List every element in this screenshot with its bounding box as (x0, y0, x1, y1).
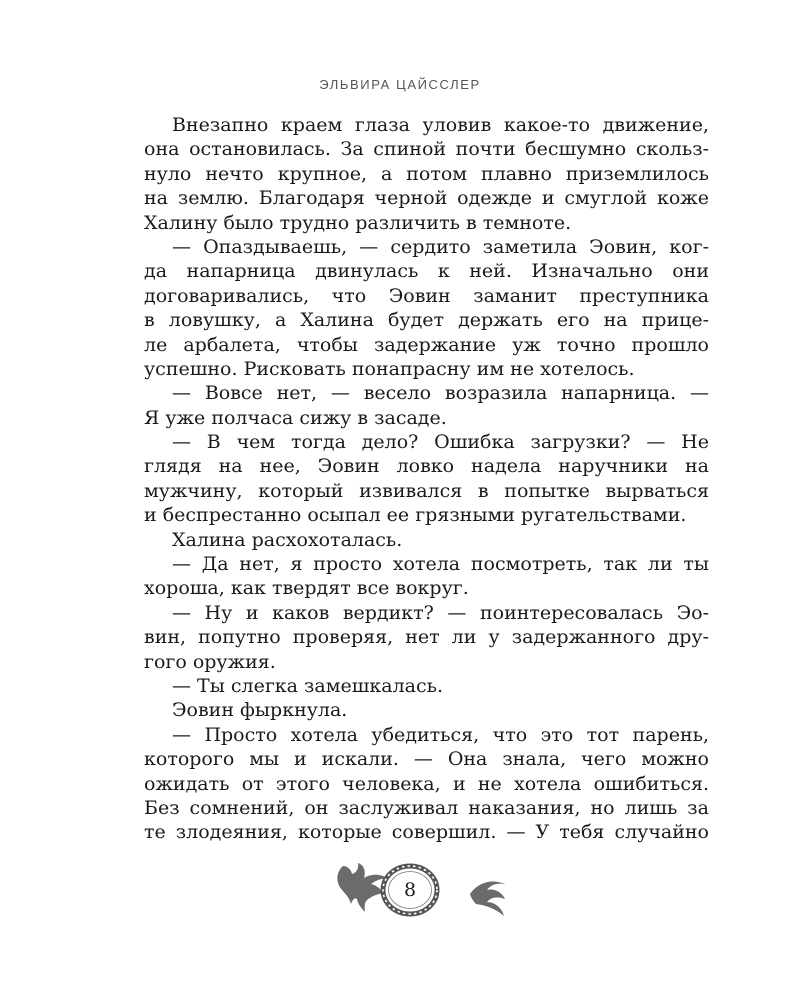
text-line: глядя на нее, Эовин ловко надела наручники на (144, 455, 709, 478)
text-line: — Ну и каков вердикт? — поинтересовалась Эо- (172, 601, 709, 624)
text-line: Халина расхохоталась. (172, 528, 403, 551)
page-number: 8 (403, 879, 417, 901)
running-head: ЭЛЬВИРА ЦАЙССЛЕР (319, 77, 481, 92)
text-line: которого мы и искали. — Она знала, чего можно (144, 748, 709, 771)
text-line: мужчину, который извивался в попытке вырваться (144, 479, 709, 502)
text-line: договаривались, что Эовин заманит преступника (144, 284, 709, 307)
text-line: Эовин фыркнула. (172, 699, 348, 722)
text-line: — Опаздываешь, — сердито заметила Эовин, ког- (172, 235, 709, 258)
text-line: успешно. Рисковать понапрасну им не хотелось. (144, 357, 635, 380)
text-line: Я уже полчаса сижу в засаде. (144, 406, 447, 429)
text-line: Халину было трудно различить в темноте. (144, 211, 572, 234)
text-line: хороша, как твердят все вокруг. (144, 577, 469, 600)
text-line: — Ты слегка замешкалась. (172, 674, 444, 697)
text-line: в ловушку, а Халина будет держать его на прице- (144, 309, 709, 332)
body-text (144, 113, 709, 845)
text-line: вин, попутно проверяя, нет ли у задержанного дру- (144, 626, 709, 649)
text-line: и беспрестанно осыпал ее грязными ругательствами. (144, 504, 687, 527)
text-line: — Да нет, я просто хотела посмотреть, так ли ты (172, 553, 709, 576)
text-line: нуло нечто крупное, а потом плавно приземлилось (144, 162, 709, 185)
text-line: — Вовсе нет, — весело возразила напарница. — (172, 382, 709, 405)
text-line: те злодеяния, которые совершил. — У тебя случайно (144, 821, 709, 844)
text-line: — Просто хотела убедиться, что это тот парень, (172, 723, 709, 746)
text-line: на землю. Благодаря черной одежде и смуглой коже (144, 187, 709, 210)
text-line: ле арбалета, чтобы задержание уж точно прошло (144, 333, 709, 356)
text-line: гого оружия. (144, 650, 276, 673)
left-wing-ornament-icon (337, 863, 388, 912)
text-line: Без сомнений, он заслуживал наказания, но лишь за (144, 796, 709, 819)
text-line: — В чем тогда дело? Ошибка загрузки? — Не (172, 431, 709, 454)
text-line: она остановилась. За спиной почти бесшумно скольз- (144, 138, 709, 161)
text-line: Внезапно краем глаза уловив какое-то движение, (172, 114, 709, 136)
right-crescent-ornament-icon (470, 882, 506, 916)
text-line: ожидать от этого человека, и не хотела ошибиться. (144, 772, 709, 795)
page-footer (0, 852, 800, 932)
text-line: да напарница двинулась к ней. Изначально они (144, 260, 709, 283)
